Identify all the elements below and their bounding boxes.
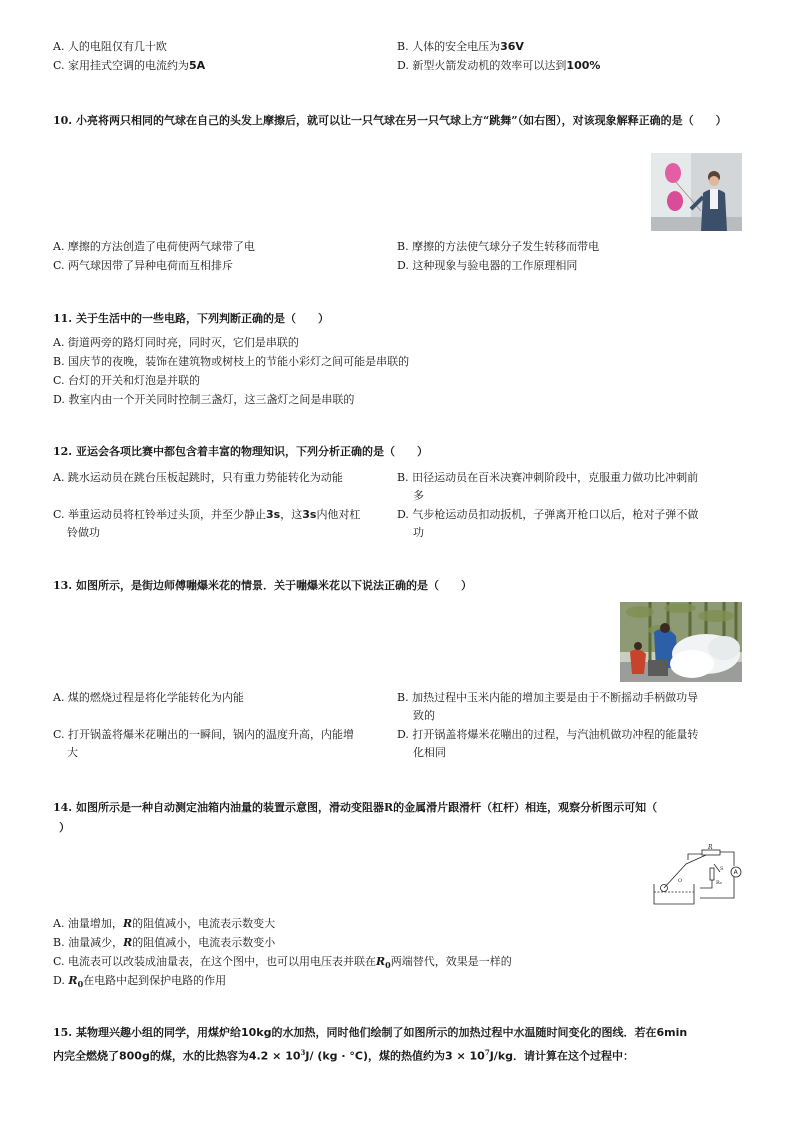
q15-heat-capacity-exp: 3: [300, 1048, 306, 1057]
q12-option-a[interactable]: A. 跳水运动员在跳台压板起跳时，只有重力势能转化为动能: [53, 471, 343, 484]
q11-stem: 11. 关于生活中的一些电路，下列判断正确的是（ ）: [53, 312, 329, 325]
q15-l2-text3: ，煤的热值约为: [368, 1049, 445, 1063]
q13-option-d-line2: 化相同: [413, 746, 446, 759]
q15-stem-line2: [53, 1043, 743, 1067]
q14-a-text1: A. 油量增加，: [53, 917, 123, 930]
q14-d-text2: 在电路中起到保护电路的作用: [83, 974, 227, 987]
q15-l2-text2: 的煤，水的比热容为: [149, 1049, 249, 1063]
circuit-label-r0: R₀: [716, 880, 722, 886]
q15-heat-capacity-unit: J/ (kg · °C): [305, 1049, 368, 1063]
q12-c-text1: C. 举重运动员将杠铃举过头顶，并至少静止: [53, 508, 267, 521]
q14-option-c[interactable]: [53, 953, 512, 974]
q14-b-text2: 的阻值减小，电流表示数变小: [132, 936, 276, 949]
balloon-photo-drawing: [651, 153, 742, 231]
q13-option-c[interactable]: [53, 726, 354, 762]
q14-stem-line2: ）: [59, 821, 70, 834]
q15-l2-text4: ．请计算在这个过程中：: [513, 1049, 635, 1063]
q12-option-c-line2: 铃做功: [67, 526, 100, 539]
q9-option-d-value: 100%: [566, 59, 601, 72]
q14-circuit-diagram: [650, 842, 744, 908]
q13-option-d-line1: D. 打开锅盖将爆米花嘣出的过程，与汽油机做功冲程的能量转: [397, 728, 699, 741]
q15-stem: [53, 1023, 743, 1067]
q13-option-b-line1: B. 加热过程中玉米内能的增加主要是由于不断摇动手柄做功导: [397, 691, 699, 704]
q9-option-c[interactable]: [53, 57, 205, 75]
q15-l1-text1: 15. 某物理兴趣小组的同学，用煤炉给: [53, 1026, 241, 1039]
q12-c-text2: ，这: [280, 508, 303, 521]
q13-option-b-line2: 致的: [413, 709, 435, 722]
q13-option-d[interactable]: [397, 726, 698, 762]
q12-option-b-line1: B. 田径运动员在百米决赛冲刺阶段中，克服重力做功比冲刺前: [397, 471, 699, 484]
q10-option-d[interactable]: D. 这种现象与验电器的工作原理相同: [397, 259, 578, 272]
q15-heat-value-exp: 7: [484, 1048, 490, 1057]
q14-stem-text2: 的金属滑片跟滑杆（杠杆）相连，观察分析图示可知（: [393, 801, 658, 814]
q13-option-c-line1: C. 打开锅盖将爆米花嘣出的一瞬间，锅内的温度升高，内能增: [53, 728, 355, 741]
q15-time: 6min: [656, 1026, 688, 1039]
q9-option-b[interactable]: [397, 38, 524, 56]
q15-coal-mass: 800g: [119, 1049, 150, 1063]
q14-c-r0: R: [376, 955, 386, 968]
q14-option-b[interactable]: [53, 934, 275, 952]
q11-option-c[interactable]: C. 台灯的开关和灯泡是并联的: [53, 374, 201, 387]
q9-option-b-value: 36V: [500, 40, 524, 53]
q10-stem: 10. 小亮将两只相同的气球在自己的头发上摩擦后，就可以让一只气球在另一只气球上方“跳舞”（如右图），对该现象解释正确的是（ ）: [53, 114, 727, 127]
q12-c-value1: 3s: [266, 508, 281, 521]
q14-c-text2: 两端替代，效果是一样的: [390, 955, 512, 968]
q9-option-c-text: C. 家用挂式空调的电流约为: [53, 59, 190, 72]
q15-heat-capacity: 4.2 × 10: [248, 1049, 301, 1063]
q13-popcorn-photo: [620, 602, 742, 682]
q13-option-a[interactable]: A. 煤的燃烧过程是将化学能转化为内能: [53, 691, 244, 704]
q10-option-a[interactable]: A. 摩擦的方法创造了电荷使两气球带了电: [53, 240, 255, 253]
ammeter-label: A: [733, 869, 738, 876]
q15-l1-text2: 的水加热，同时他们绘制了如图所示的加热过程中水温随时间变化的图线．若在: [271, 1026, 657, 1039]
q12-stem: 12. 亚运会各项比赛中都包含着丰富的物理知识，下列分析正确的是（ ）: [53, 445, 428, 458]
q13-option-b[interactable]: [397, 689, 698, 725]
q15-heat-value-unit: J/kg: [489, 1049, 514, 1063]
q14-b-text1: B. 油量减少，: [53, 936, 124, 949]
q14-d-text1: D.: [53, 974, 69, 987]
q14-a-text2: 的阻值减小，电流表示数变大: [132, 917, 276, 930]
circuit-label-o: O: [678, 878, 683, 884]
q11-option-d[interactable]: D. 教室内由一个开关同时控制三盏灯，这三盏灯之间是串联的: [53, 393, 355, 406]
q12-option-c-line1: [53, 506, 360, 524]
q11-option-b[interactable]: B. 国庆节的夜晚，装饰在建筑物或树枝上的节能小彩灯之间可能是串联的: [53, 355, 410, 368]
q14-a-r: R: [122, 917, 133, 930]
q14-c-r0-sub: 0: [385, 960, 391, 971]
popcorn-photo-drawing: [620, 602, 742, 682]
circuit-label-r: R: [708, 844, 713, 851]
q15-stem-line1: [53, 1023, 743, 1043]
q9-option-c-value: 5A: [189, 59, 206, 72]
q9-option-d-text: D. 新型火箭发动机的效率可以达到: [397, 59, 567, 72]
oil-gauge-circuit-drawing: [650, 842, 744, 908]
q12-option-d[interactable]: [397, 506, 698, 542]
q12-option-b[interactable]: [397, 469, 698, 505]
q10-option-c[interactable]: C. 两气球因带了异种电荷而互相排斥: [53, 259, 234, 272]
q12-option-d-line1: D. 气步枪运动员扣动扳机，子弹离开枪口以后，枪对子弹不做: [397, 508, 699, 521]
q14-stem: [53, 798, 743, 838]
q14-d-r0: R: [68, 974, 78, 987]
q9-option-d[interactable]: [397, 57, 600, 75]
q14-stem-r: R: [383, 801, 394, 814]
q11-option-a[interactable]: A. 街道两旁的路灯同时亮，同时灭，它们是串联的: [53, 336, 299, 349]
q13-option-c-line2: 大: [67, 746, 78, 759]
q9-option-b-text: B. 人体的安全电压为: [397, 40, 501, 53]
q15-l2-text1: 内完全燃烧了: [53, 1049, 119, 1063]
q15-water-mass: 10kg: [240, 1026, 272, 1039]
q15-heat-value: 3 × 10: [445, 1049, 485, 1063]
circuit-label-s: S: [720, 866, 724, 872]
q10-option-b[interactable]: B. 摩擦的方法使气球分子发生转移而带电: [397, 240, 600, 253]
q12-c-value2: 3s: [302, 508, 317, 521]
q12-option-d-line2: 功: [413, 526, 424, 539]
q12-option-b-line2: 多: [413, 489, 424, 502]
q12-c-text3: 内他对杠: [316, 508, 361, 521]
q14-c-text1: C. 电流表可以改装成油量表，在这个图中，也可以用电压表并联在: [53, 955, 377, 968]
q14-stem-text1: 14. 如图所示是一种自动测定油箱内油量的装置示意图，滑动变阻器: [53, 801, 384, 814]
q14-option-a[interactable]: [53, 915, 275, 933]
q12-option-c[interactable]: [53, 506, 360, 542]
q14-option-d[interactable]: [53, 972, 226, 993]
q9-option-a[interactable]: A. 人的电阻仅有几十欧: [53, 40, 167, 53]
q13-stem: 13. 如图所示，是街边师傅嘣爆米花的情景．关于嘣爆米花以下说法正确的是（ ）: [53, 579, 472, 592]
q10-balloon-photo: [651, 153, 742, 231]
q14-d-r0-sub: 0: [77, 979, 84, 990]
q14-b-r: R: [123, 936, 133, 949]
